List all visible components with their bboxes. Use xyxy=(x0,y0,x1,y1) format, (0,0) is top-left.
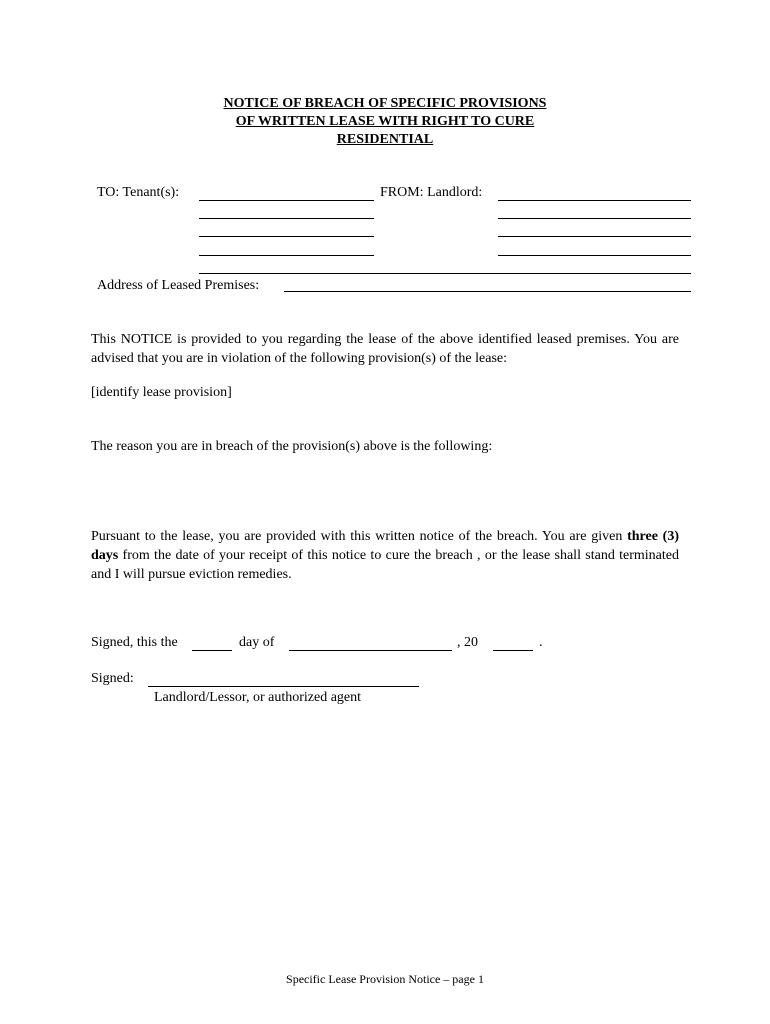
cure-paragraph-end: from the date of your receipt of this notice to cure the breach , or the lease shall stand terminated and I will pursue eviction remedies. xyxy=(91,548,679,582)
landlord-line-1[interactable] xyxy=(498,200,691,201)
address-label: Address of Leased Premises: xyxy=(97,278,260,293)
cure-days: three (3) days xyxy=(91,529,680,563)
address-line-1[interactable] xyxy=(199,273,691,274)
breach-reason-text: The reason you are in breach of the provision(s) above is the following: xyxy=(91,439,493,454)
day-of-label: day of xyxy=(239,635,275,650)
date-period: . xyxy=(539,635,543,650)
month-line[interactable] xyxy=(289,650,452,651)
document-title-line1: NOTICE OF BREACH OF SPECIFIC PROVISIONS xyxy=(223,96,547,111)
violation-paragraph: This NOTICE is provided to you regarding the lease of the above identified leased premises. You are advised that you are in violation of the following provision(s) of the lease: xyxy=(91,332,679,366)
document-title-line3: RESIDENTIAL xyxy=(336,132,434,147)
landlord-line-2[interactable] xyxy=(498,218,691,219)
landlord-line-4[interactable] xyxy=(498,255,691,256)
tenant-label: TO: Tenant(s): xyxy=(97,185,180,200)
cure-paragraph-start: Pursuant to the lease, you are provided with this written notice of the breach. You are given xyxy=(91,529,623,544)
year-line[interactable] xyxy=(493,650,533,651)
landlord-label: FROM: Landlord: xyxy=(380,185,483,200)
tenant-line-1[interactable] xyxy=(199,200,374,201)
signed-this-label: Signed, this the xyxy=(91,635,178,650)
landlord-line-3[interactable] xyxy=(498,236,691,237)
signer-caption: Landlord/Lessor, or authorized agent xyxy=(154,690,362,705)
year-prefix: , 20 xyxy=(457,635,478,650)
signed-label: Signed: xyxy=(91,671,134,686)
tenant-line-2[interactable] xyxy=(199,218,374,219)
address-line-2[interactable] xyxy=(284,291,691,292)
cure-paragraph xyxy=(91,527,679,584)
page-footer: Specific Lease Provision Notice – page 1 xyxy=(286,972,484,986)
signature-line[interactable] xyxy=(148,686,419,687)
tenant-line-3[interactable] xyxy=(199,236,374,237)
provision-placeholder: [identify lease provision] xyxy=(91,385,232,400)
document-title-line2: OF WRITTEN LEASE WITH RIGHT TO CURE xyxy=(235,114,535,129)
tenant-line-4[interactable] xyxy=(199,255,374,256)
day-line[interactable] xyxy=(192,650,232,651)
